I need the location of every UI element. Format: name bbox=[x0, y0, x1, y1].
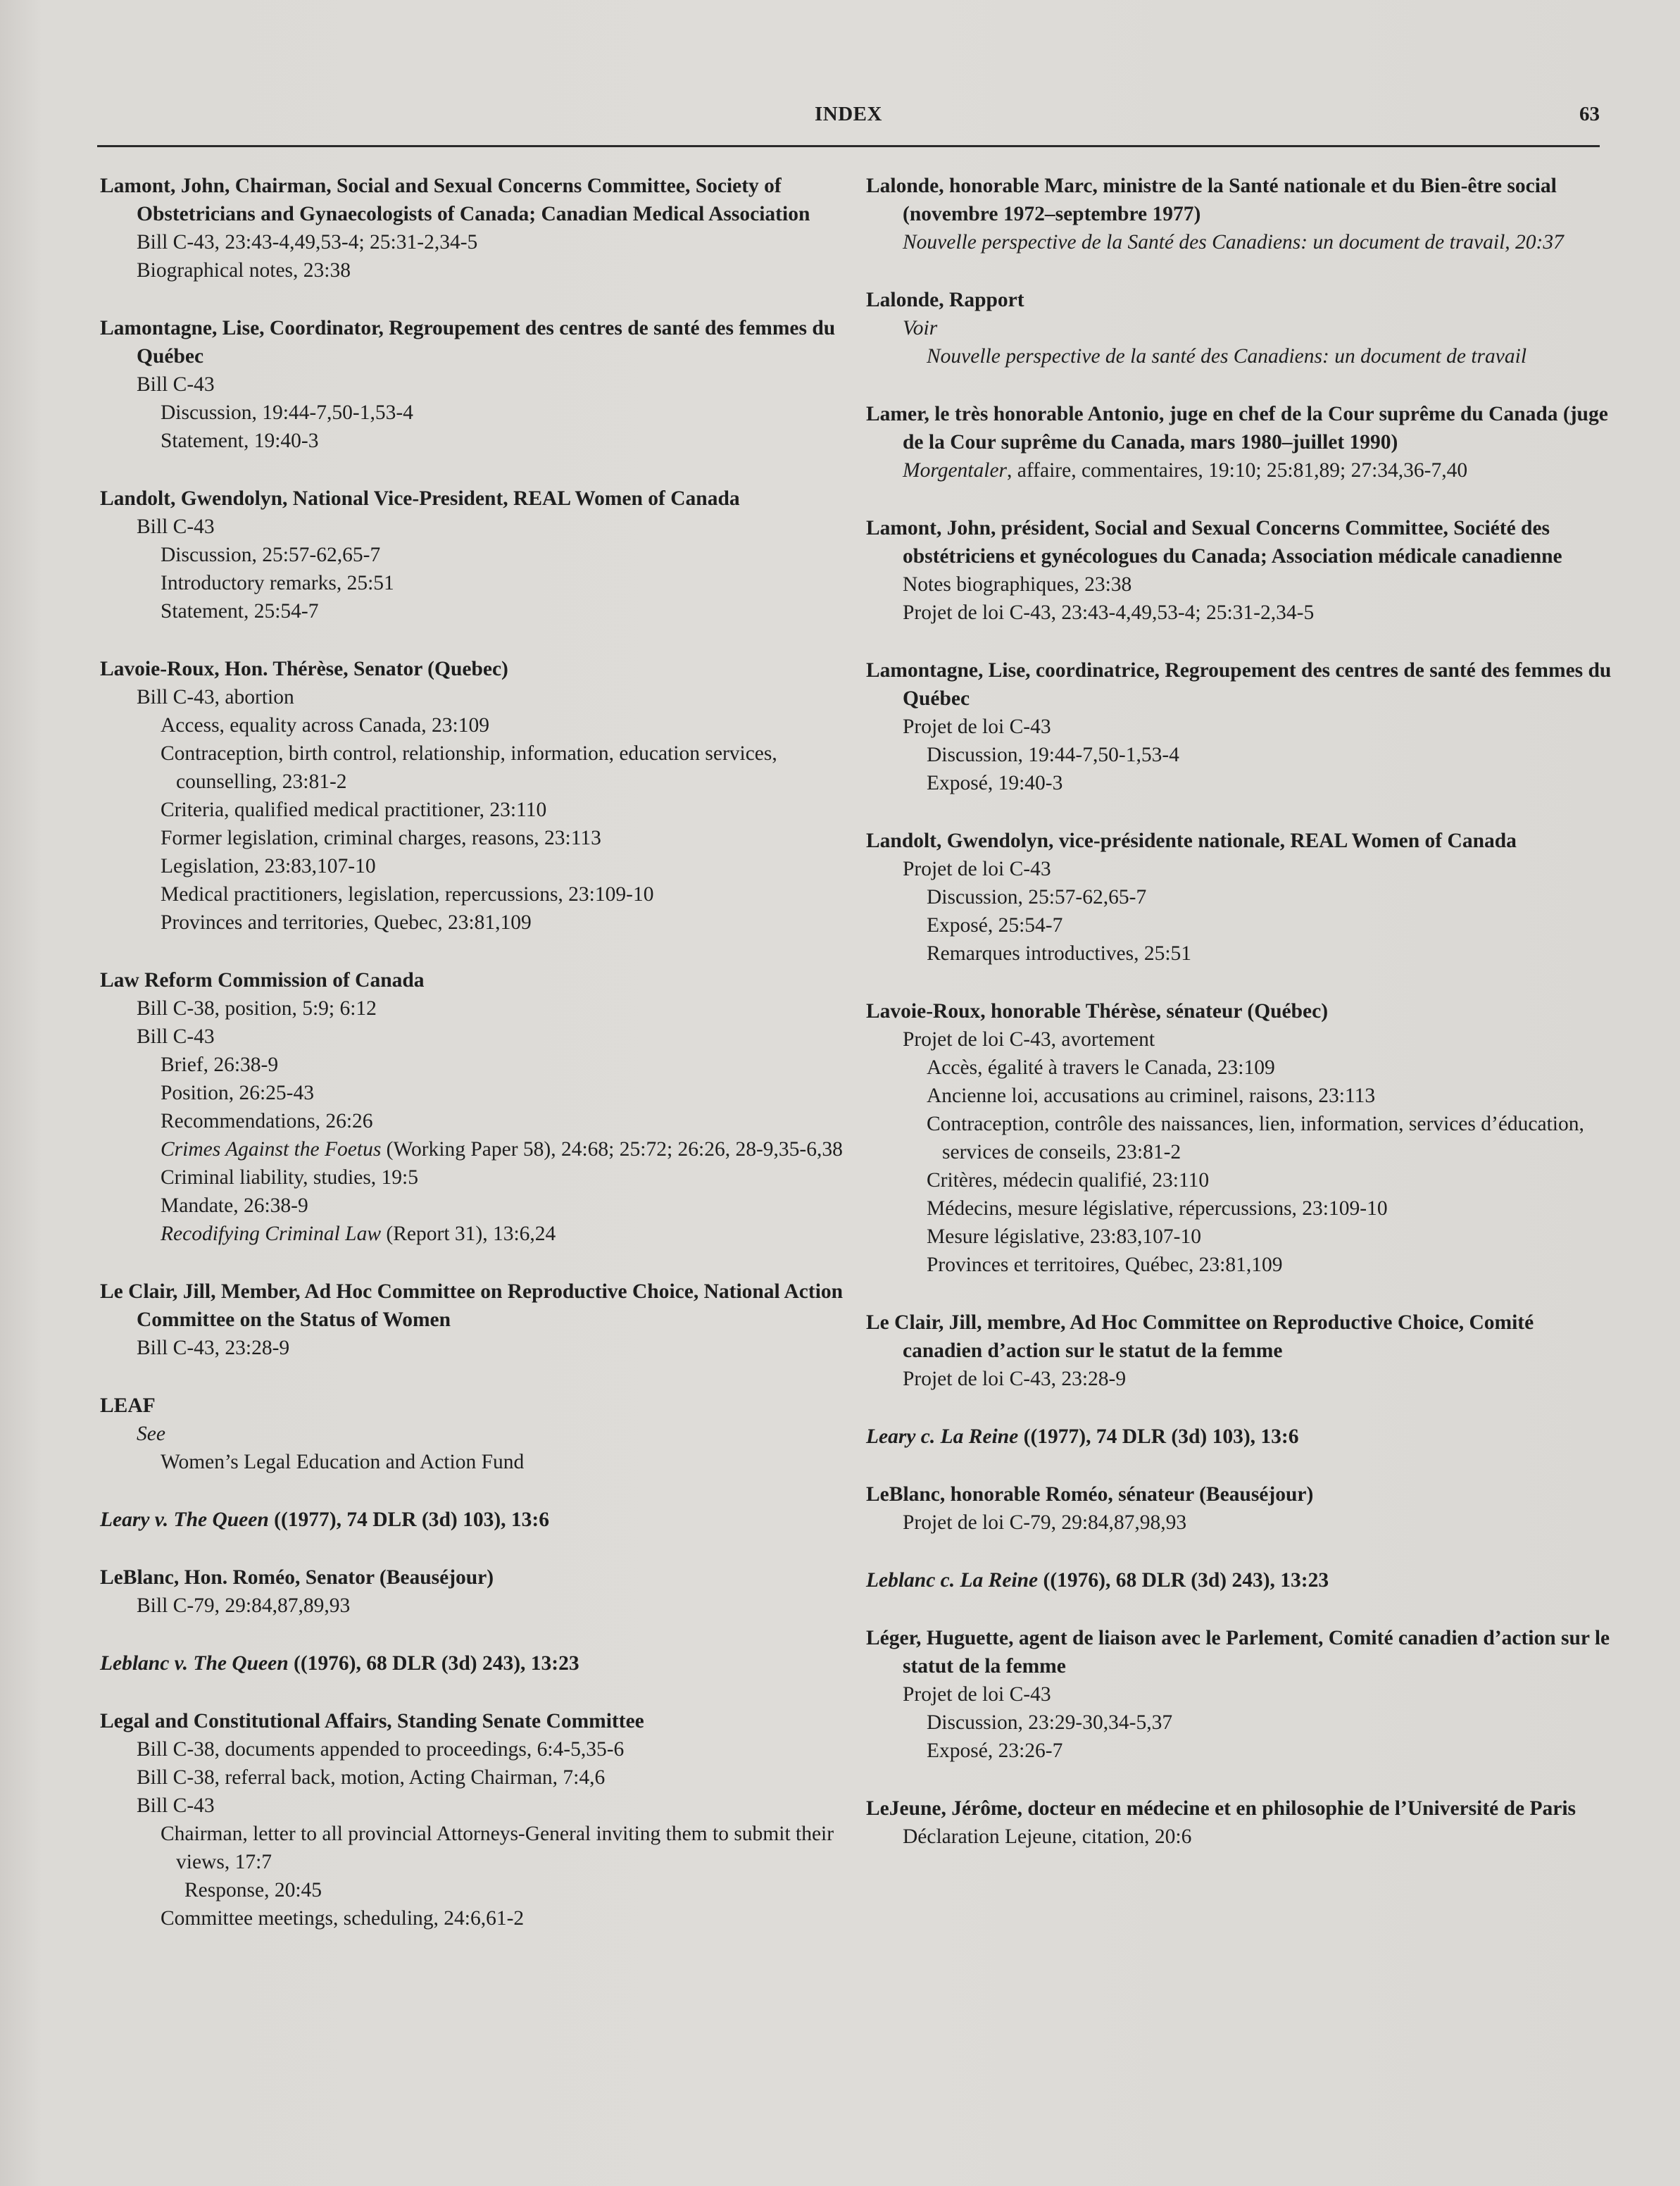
entry-subline: Provinces et territoires, Québec, 23:81,109 bbox=[927, 1254, 1283, 1276]
entry-subline bbox=[100, 1220, 846, 1248]
entry-subline: Discussion, 19:44-7,50-1,53-4 bbox=[927, 744, 1179, 766]
entry-heading bbox=[866, 1566, 1612, 1594]
index-entry bbox=[866, 286, 1612, 370]
entry-heading: Lavoie-Roux, honorable Thérèse, sénateur (Québec) bbox=[866, 1000, 1329, 1023]
entry-heading: Lamont, John, président, Social and Sexual Concerns Committee, Société des obstétriciens et gynécologues du Canada; Association médicale canadienne bbox=[866, 517, 1562, 568]
entry-heading: Le Clair, Jill, membre, Ad Hoc Committee on Reproductive Choice, Comité canadien d’action sur le statut de la femme bbox=[866, 1311, 1534, 1362]
index-entry bbox=[100, 1506, 846, 1534]
see-reference: Voir bbox=[903, 317, 938, 339]
index-entry bbox=[866, 514, 1612, 627]
index-entry bbox=[866, 827, 1612, 968]
italic-title: Crimes Against the Foetus bbox=[161, 1138, 382, 1161]
entry-line: Bill C-43 bbox=[137, 1025, 215, 1048]
entry-line: Déclaration Lejeune, citation, 20:6 bbox=[903, 1825, 1192, 1848]
case-citation: ((1977), 74 DLR (3d) 103), 13:6 bbox=[1018, 1425, 1299, 1448]
case-name: Leary v. The Queen bbox=[100, 1509, 269, 1531]
entry-subline: Mesure législative, 23:83,107-10 bbox=[927, 1225, 1201, 1248]
entry-line: Projet de loi C-43 bbox=[903, 716, 1051, 738]
entry-subline: Exposé, 25:54-7 bbox=[927, 914, 1063, 937]
entry-heading: Lamontagne, Lise, Coordinator, Regroupement des centres de santé des femmes du Québec bbox=[100, 317, 836, 368]
entry-heading: LeJeune, Jérôme, docteur en médecine et en philosophie de l’Université de Paris bbox=[866, 1797, 1576, 1820]
entry-heading: Landolt, Gwendolyn, National Vice-President, REAL Women of Canada bbox=[100, 487, 740, 510]
entry-subline: Médecins, mesure législative, répercussions, 23:109-10 bbox=[927, 1197, 1388, 1220]
entry-heading: Lalonde, honorable Marc, ministre de la Santé nationale et du Bien-être social (novembre 1972–septembre 1977) bbox=[866, 175, 1557, 225]
entry-line: Bill C-43, 23:28-9 bbox=[137, 1337, 290, 1359]
entry-heading: Lamer, le très honorable Antonio, juge en chef de la Cour suprême du Canada (juge de la Cour suprême du Canada, mars 1980–juillet 1990) bbox=[866, 403, 1608, 454]
entry-subline: Former legislation, criminal charges, reasons, 23:113 bbox=[161, 827, 601, 849]
entry-line: Bill C-79, 29:84,87,89,93 bbox=[137, 1594, 351, 1617]
index-entry bbox=[866, 997, 1612, 1279]
entry-heading: Lalonde, Rapport bbox=[866, 289, 1024, 311]
entry-line: Projet de loi C-43, 23:28-9 bbox=[903, 1368, 1127, 1390]
entry-subsubline: Response, 20:45 bbox=[184, 1879, 322, 1901]
entry-heading: Lamontagne, Lise, coordinatrice, Regroupement des centres de santé des femmes du Québec bbox=[866, 659, 1612, 710]
entry-subline: Contraception, birth control, relationship, information, education services, counselling, 23:81-2 bbox=[161, 742, 777, 793]
case-citation: ((1976), 68 DLR (3d) 243), 13:23 bbox=[288, 1652, 579, 1675]
index-entry bbox=[866, 1480, 1612, 1537]
left-column bbox=[100, 172, 846, 1962]
entry-subline: Position, 26:25-43 bbox=[161, 1082, 314, 1104]
entry-subline: Women’s Legal Education and Action Fund bbox=[161, 1451, 525, 1473]
entry-subline: Exposé, 19:40-3 bbox=[927, 772, 1063, 794]
entry-heading: LEAF bbox=[100, 1394, 156, 1417]
index-entry bbox=[100, 1278, 846, 1362]
entry-heading: Léger, Huguette, agent de liaison avec le Parlement, Comité canadien d’action sur le statut de la femme bbox=[866, 1627, 1610, 1678]
entry-subline: Discussion, 19:44-7,50-1,53-4 bbox=[161, 401, 413, 424]
entry-subline: Critères, médecin qualifié, 23:110 bbox=[927, 1169, 1210, 1192]
entry-subline: Medical practitioners, legislation, repercussions, 23:109-10 bbox=[161, 883, 654, 906]
right-column bbox=[866, 172, 1612, 1880]
entry-subline: Ancienne loi, accusations au criminel, raisons, 23:113 bbox=[927, 1085, 1376, 1107]
entry-subline: Mandate, 26:38-9 bbox=[161, 1194, 308, 1217]
entry-line bbox=[866, 456, 1612, 485]
entry-reference: (Working Paper 58), 24:68; 25:72; 26:26, 28-9,35-6,38 bbox=[381, 1138, 843, 1161]
entry-line: Projet de loi C-43, 23:43-4,49,53-4; 25:31-2,34-5 bbox=[903, 601, 1315, 624]
index-entry bbox=[100, 966, 846, 1248]
entry-line: Projet de loi C-43 bbox=[903, 1683, 1051, 1706]
page-number: 63 bbox=[1579, 103, 1600, 125]
case-citation: ((1977), 74 DLR (3d) 103), 13:6 bbox=[268, 1509, 549, 1531]
index-entry bbox=[100, 1563, 846, 1620]
entry-line: Bill C-38, documents appended to proceedings, 6:4-5,35-6 bbox=[137, 1738, 625, 1761]
see-reference: See bbox=[137, 1423, 165, 1445]
page-header bbox=[97, 103, 1600, 142]
index-entry bbox=[866, 400, 1612, 485]
case-name: Leary c. La Reine bbox=[866, 1425, 1019, 1448]
entry-heading: Le Clair, Jill, Member, Ad Hoc Committee on Reproductive Choice, National Action Committee on the Status of Women bbox=[100, 1280, 844, 1331]
entry-subline bbox=[100, 1135, 846, 1163]
entry-line: Bill C-38, referral back, motion, Acting Chairman, 7:4,6 bbox=[137, 1766, 606, 1789]
index-entry bbox=[100, 655, 846, 937]
header-rule bbox=[97, 145, 1600, 147]
entry-subline: Statement, 25:54-7 bbox=[161, 600, 319, 623]
entry-subline: Statement, 19:40-3 bbox=[161, 430, 319, 452]
entry-heading bbox=[100, 1506, 846, 1534]
index-entry bbox=[100, 1392, 846, 1476]
entry-subline: Committee meetings, scheduling, 24:6,61-2 bbox=[161, 1907, 525, 1930]
entry-heading bbox=[866, 1423, 1612, 1451]
entry-subline: Provinces and territories, Quebec, 23:81,109 bbox=[161, 911, 532, 934]
case-name: Leblanc v. The Queen bbox=[100, 1652, 289, 1675]
index-entry bbox=[866, 656, 1612, 797]
entry-line: Bill C-43 bbox=[137, 516, 215, 538]
entry-line: Projet de loi C-79, 29:84,87,98,93 bbox=[903, 1511, 1187, 1534]
index-entry bbox=[100, 1649, 846, 1678]
entry-subline: Discussion, 23:29-30,34-5,37 bbox=[927, 1711, 1173, 1734]
entry-line: Bill C-43, abortion bbox=[137, 686, 294, 708]
entry-heading: Lamont, John, Chairman, Social and Sexual Concerns Committee, Society of Obstetricians and Gynaecologists of Canada; Canadian Medical Association bbox=[100, 175, 810, 225]
entry-heading: Law Reform Commission of Canada bbox=[100, 969, 425, 992]
entry-subline: Brief, 26:38-9 bbox=[161, 1054, 279, 1076]
entry-reference: (Report 31), 13:6,24 bbox=[381, 1223, 556, 1245]
entry-heading: LeBlanc, Hon. Roméo, Senator (Beauséjour) bbox=[100, 1566, 494, 1589]
entry-reference: , affaire, commentaires, 19:10; 25:81,89; 27:34,36-7,40 bbox=[1007, 459, 1468, 482]
entry-subline: Criteria, qualified medical practitioner, 23:110 bbox=[161, 799, 547, 821]
italic-title: Recodifying Criminal Law bbox=[161, 1223, 382, 1245]
index-entry bbox=[866, 172, 1612, 256]
entry-subline: Legislation, 23:83,107-10 bbox=[161, 855, 376, 877]
index-entry bbox=[866, 1794, 1612, 1851]
case-citation: ((1976), 68 DLR (3d) 243), 13:23 bbox=[1038, 1569, 1329, 1592]
entry-subline: Chairman, letter to all provincial Attorneys-General inviting them to submit their views, 17:7 bbox=[161, 1823, 834, 1873]
entry-line: Bill C-38, position, 5:9; 6:12 bbox=[137, 997, 377, 1020]
entry-subline: Nouvelle perspective de la santé des Canadiens: un document de travail bbox=[927, 345, 1527, 368]
entry-heading bbox=[100, 1649, 846, 1678]
entry-subline: Recommendations, 26:26 bbox=[161, 1110, 373, 1132]
index-entry bbox=[100, 485, 846, 625]
entry-heading: Legal and Constitutional Affairs, Standing Senate Committee bbox=[100, 1710, 644, 1732]
entry-heading: LeBlanc, honorable Roméo, sénateur (Beauséjour) bbox=[866, 1483, 1314, 1506]
entry-subline: Contraception, contrôle des naissances, lien, information, services d’éducation, services de conseils, 23:81-2 bbox=[927, 1113, 1584, 1163]
entry-heading: Lavoie-Roux, Hon. Thérèse, Senator (Quebec) bbox=[100, 658, 508, 680]
entry-line: Biographical notes, 23:38 bbox=[137, 259, 351, 282]
index-entry bbox=[100, 314, 846, 455]
index-entry bbox=[866, 1423, 1612, 1451]
page-title: INDEX bbox=[815, 103, 882, 125]
entry-line: Nouvelle perspective de la Santé des Canadiens: un document de travail, 20:37 bbox=[903, 231, 1564, 254]
entry-line: Projet de loi C-43, avortement bbox=[903, 1028, 1155, 1051]
italic-title: Morgentaler bbox=[903, 459, 1008, 482]
entry-subline: Discussion, 25:57-62,65-7 bbox=[927, 886, 1147, 908]
index-entry bbox=[866, 1566, 1612, 1594]
entry-subline: Exposé, 23:26-7 bbox=[927, 1740, 1063, 1762]
entry-line: Bill C-43, 23:43-4,49,53-4; 25:31-2,34-5 bbox=[137, 231, 478, 254]
entry-subline: Accès, égalité à travers le Canada, 23:109 bbox=[927, 1056, 1275, 1079]
entry-subline: Introductory remarks, 25:51 bbox=[161, 572, 394, 594]
entry-subline: Access, equality across Canada, 23:109 bbox=[161, 714, 489, 737]
index-entry bbox=[100, 1707, 846, 1932]
entry-line: Bill C-43 bbox=[137, 1794, 215, 1817]
entry-heading: Landolt, Gwendolyn, vice-présidente nationale, REAL Women of Canada bbox=[866, 830, 1517, 852]
entry-line: Notes biographiques, 23:38 bbox=[903, 573, 1132, 596]
index-entry bbox=[866, 1624, 1612, 1765]
index-entry bbox=[866, 1309, 1612, 1393]
entry-subline: Remarques introductives, 25:51 bbox=[927, 942, 1192, 965]
entry-line: Bill C-43 bbox=[137, 373, 215, 396]
case-name: Leblanc c. La Reine bbox=[866, 1569, 1039, 1592]
entry-subline: Discussion, 25:57-62,65-7 bbox=[161, 544, 381, 566]
entry-subline: Criminal liability, studies, 19:5 bbox=[161, 1166, 418, 1189]
entry-line: Projet de loi C-43 bbox=[903, 858, 1051, 880]
index-entry bbox=[100, 172, 846, 285]
